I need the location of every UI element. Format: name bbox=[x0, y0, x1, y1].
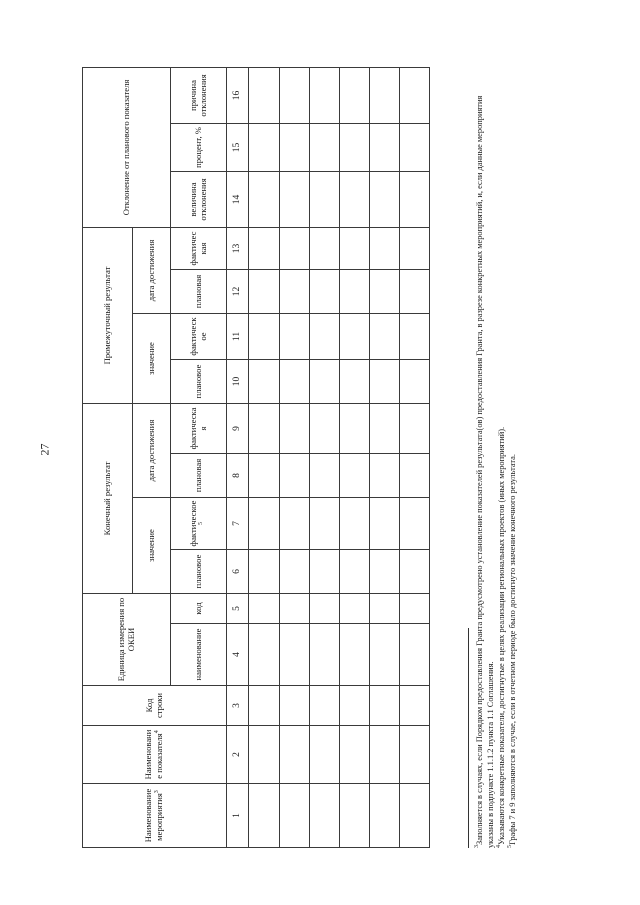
empty-cell bbox=[309, 594, 339, 624]
header-final-planned: плановое bbox=[171, 550, 227, 594]
empty-cell bbox=[249, 360, 279, 404]
column-number: 11 bbox=[227, 314, 249, 360]
column-number: 9 bbox=[227, 404, 249, 454]
column-number: 1 bbox=[227, 784, 249, 848]
empty-cell bbox=[309, 123, 339, 171]
empty-cell bbox=[279, 726, 309, 784]
header-unit-group: Единица измерения по ОКЕИ bbox=[83, 594, 171, 686]
header-deviation: Отклонение от планового показателя bbox=[83, 67, 171, 227]
rotated-form bbox=[82, 3, 640, 848]
empty-cell bbox=[399, 686, 429, 726]
header-interim-result: Промежуточный результат bbox=[83, 227, 133, 403]
column-number: 13 bbox=[227, 227, 249, 269]
empty-cell bbox=[369, 498, 399, 550]
empty-cell bbox=[279, 171, 309, 227]
header-indicator-name: Наименование показателя$^4$ bbox=[83, 726, 227, 784]
empty-cell bbox=[339, 686, 369, 726]
empty-cell bbox=[339, 227, 369, 269]
footnote-5: $^5$Графы 7 и 9 заполняются в случае, если в отчетном периоде было достигнуто значение конечного результата. bbox=[507, 454, 518, 848]
header-deviation-amount: величина отклонения bbox=[171, 171, 227, 227]
empty-cell bbox=[369, 270, 399, 314]
empty-cell bbox=[279, 784, 309, 848]
empty-cell bbox=[309, 726, 339, 784]
empty-cell bbox=[339, 726, 369, 784]
column-number: 5 bbox=[227, 594, 249, 624]
empty-cell bbox=[399, 594, 429, 624]
column-number: 3 bbox=[227, 686, 249, 726]
empty-cell bbox=[309, 454, 339, 498]
page-number: 27 bbox=[37, 443, 52, 456]
empty-cell bbox=[339, 67, 369, 123]
empty-cell bbox=[279, 454, 309, 498]
empty-cell bbox=[309, 686, 339, 726]
empty-cell bbox=[279, 314, 309, 360]
column-number: 7 bbox=[227, 498, 249, 550]
column-number-row bbox=[227, 67, 249, 847]
empty-cell bbox=[249, 498, 279, 550]
header-final-date: дата достижения bbox=[133, 404, 171, 498]
column-number: 2 bbox=[227, 726, 249, 784]
empty-rows bbox=[249, 67, 430, 847]
empty-cell bbox=[339, 171, 369, 227]
empty-cell bbox=[309, 314, 339, 360]
empty-cell bbox=[309, 227, 339, 269]
empty-cell bbox=[399, 270, 429, 314]
empty-cell bbox=[399, 171, 429, 227]
header-interim-actual-date: фактическая bbox=[171, 227, 227, 269]
empty-cell bbox=[279, 404, 309, 454]
table-row bbox=[249, 67, 279, 847]
empty-cell bbox=[369, 784, 399, 848]
footnote-4: $^4$Указываются конкретные показатели, достигнутые в целях реализации региональных проектов (иных мероприятий). bbox=[496, 426, 507, 848]
footnote-divider bbox=[468, 628, 469, 848]
empty-cell bbox=[279, 227, 309, 269]
header-deviation-percent: процент, % bbox=[171, 123, 227, 171]
table-row bbox=[399, 67, 429, 847]
empty-cell bbox=[369, 123, 399, 171]
empty-cell bbox=[249, 314, 279, 360]
empty-cell bbox=[339, 498, 369, 550]
column-number: 8 bbox=[227, 454, 249, 498]
empty-cell bbox=[249, 227, 279, 269]
header-interim-date: дата достижения bbox=[133, 227, 171, 313]
empty-cell bbox=[279, 360, 309, 404]
empty-cell bbox=[279, 123, 309, 171]
footnotes bbox=[474, 68, 518, 848]
empty-cell bbox=[249, 454, 279, 498]
empty-cell bbox=[399, 624, 429, 686]
empty-cell bbox=[279, 550, 309, 594]
header-interim-value: значение bbox=[133, 314, 171, 404]
header-activity-name: Наименование мероприятия$^3$ bbox=[83, 784, 227, 848]
empty-cell bbox=[339, 784, 369, 848]
empty-cell bbox=[279, 594, 309, 624]
empty-cell bbox=[369, 171, 399, 227]
header-final-planned-date: плановая bbox=[171, 454, 227, 498]
table-row bbox=[339, 67, 369, 847]
empty-cell bbox=[339, 360, 369, 404]
empty-cell bbox=[369, 550, 399, 594]
empty-cell bbox=[399, 550, 429, 594]
empty-cell bbox=[249, 171, 279, 227]
empty-cell bbox=[309, 171, 339, 227]
empty-cell bbox=[249, 686, 279, 726]
empty-cell bbox=[369, 404, 399, 454]
empty-cell bbox=[399, 454, 429, 498]
empty-cell bbox=[399, 784, 429, 848]
column-number: 16 bbox=[227, 67, 249, 123]
empty-cell bbox=[249, 404, 279, 454]
column-number: 14 bbox=[227, 171, 249, 227]
column-number: 10 bbox=[227, 360, 249, 404]
empty-cell bbox=[309, 624, 339, 686]
empty-cell bbox=[249, 624, 279, 686]
empty-cell bbox=[279, 624, 309, 686]
column-number: 12 bbox=[227, 270, 249, 314]
empty-cell bbox=[279, 498, 309, 550]
column-number: 15 bbox=[227, 123, 249, 171]
empty-cell bbox=[309, 498, 339, 550]
empty-cell bbox=[309, 360, 339, 404]
empty-cell bbox=[399, 227, 429, 269]
header-row-code: Код строки bbox=[83, 686, 227, 726]
header-final-actual: фактическое$^5$ bbox=[171, 498, 227, 550]
empty-cell bbox=[309, 404, 339, 454]
empty-cell bbox=[399, 360, 429, 404]
footnote-3: $^3$Заполняется в случаях, если Порядком предоставления Гранта предусмотрено установление показателей результата(ов) предоставления Гранта, в разрезе конкретных мероприятий, и, если данные мероприятия указаны в подпункте 1.1.1.2 пункта 1.1 Соглашения. bbox=[474, 95, 496, 848]
header-final-value: значение bbox=[133, 498, 171, 594]
empty-cell bbox=[369, 227, 399, 269]
table-row bbox=[369, 67, 399, 847]
column-number: 4 bbox=[227, 624, 249, 686]
empty-cell bbox=[309, 784, 339, 848]
empty-cell bbox=[279, 270, 309, 314]
empty-cell bbox=[399, 123, 429, 171]
header-final-result: Конечный результат bbox=[83, 404, 133, 594]
empty-cell bbox=[249, 784, 279, 848]
empty-cell bbox=[369, 726, 399, 784]
empty-cell bbox=[339, 624, 369, 686]
header-deviation-reason: причина отклонения bbox=[171, 67, 227, 123]
empty-cell bbox=[399, 498, 429, 550]
empty-cell bbox=[399, 404, 429, 454]
table-row bbox=[279, 67, 309, 847]
empty-cell bbox=[339, 454, 369, 498]
empty-cell bbox=[369, 686, 399, 726]
empty-cell bbox=[249, 550, 279, 594]
empty-cell bbox=[279, 686, 309, 726]
report-table bbox=[82, 67, 430, 848]
header-unit-name: наименование bbox=[171, 624, 227, 686]
empty-cell bbox=[309, 270, 339, 314]
empty-cell bbox=[279, 67, 309, 123]
empty-cell bbox=[369, 454, 399, 498]
header-interim-actual: фактическое bbox=[171, 314, 227, 360]
empty-cell bbox=[339, 123, 369, 171]
header-unit-code: код bbox=[171, 594, 227, 624]
empty-cell bbox=[369, 314, 399, 360]
empty-cell bbox=[399, 67, 429, 123]
empty-cell bbox=[369, 67, 399, 123]
header-interim-planned: плановое bbox=[171, 360, 227, 404]
empty-cell bbox=[309, 67, 339, 123]
empty-cell bbox=[249, 123, 279, 171]
column-number: 6 bbox=[227, 550, 249, 594]
empty-cell bbox=[249, 726, 279, 784]
empty-cell bbox=[369, 360, 399, 404]
empty-cell bbox=[339, 314, 369, 360]
empty-cell bbox=[339, 550, 369, 594]
empty-cell bbox=[249, 270, 279, 314]
empty-cell bbox=[309, 550, 339, 594]
empty-cell bbox=[369, 624, 399, 686]
table-row bbox=[309, 67, 339, 847]
empty-cell bbox=[249, 67, 279, 123]
empty-cell bbox=[339, 594, 369, 624]
empty-cell bbox=[249, 594, 279, 624]
empty-cell bbox=[339, 404, 369, 454]
header-final-actual-date: фактическая bbox=[171, 404, 227, 454]
empty-cell bbox=[339, 270, 369, 314]
header-interim-planned-date: плановая bbox=[171, 270, 227, 314]
empty-cell bbox=[399, 314, 429, 360]
empty-cell bbox=[369, 594, 399, 624]
empty-cell bbox=[399, 726, 429, 784]
